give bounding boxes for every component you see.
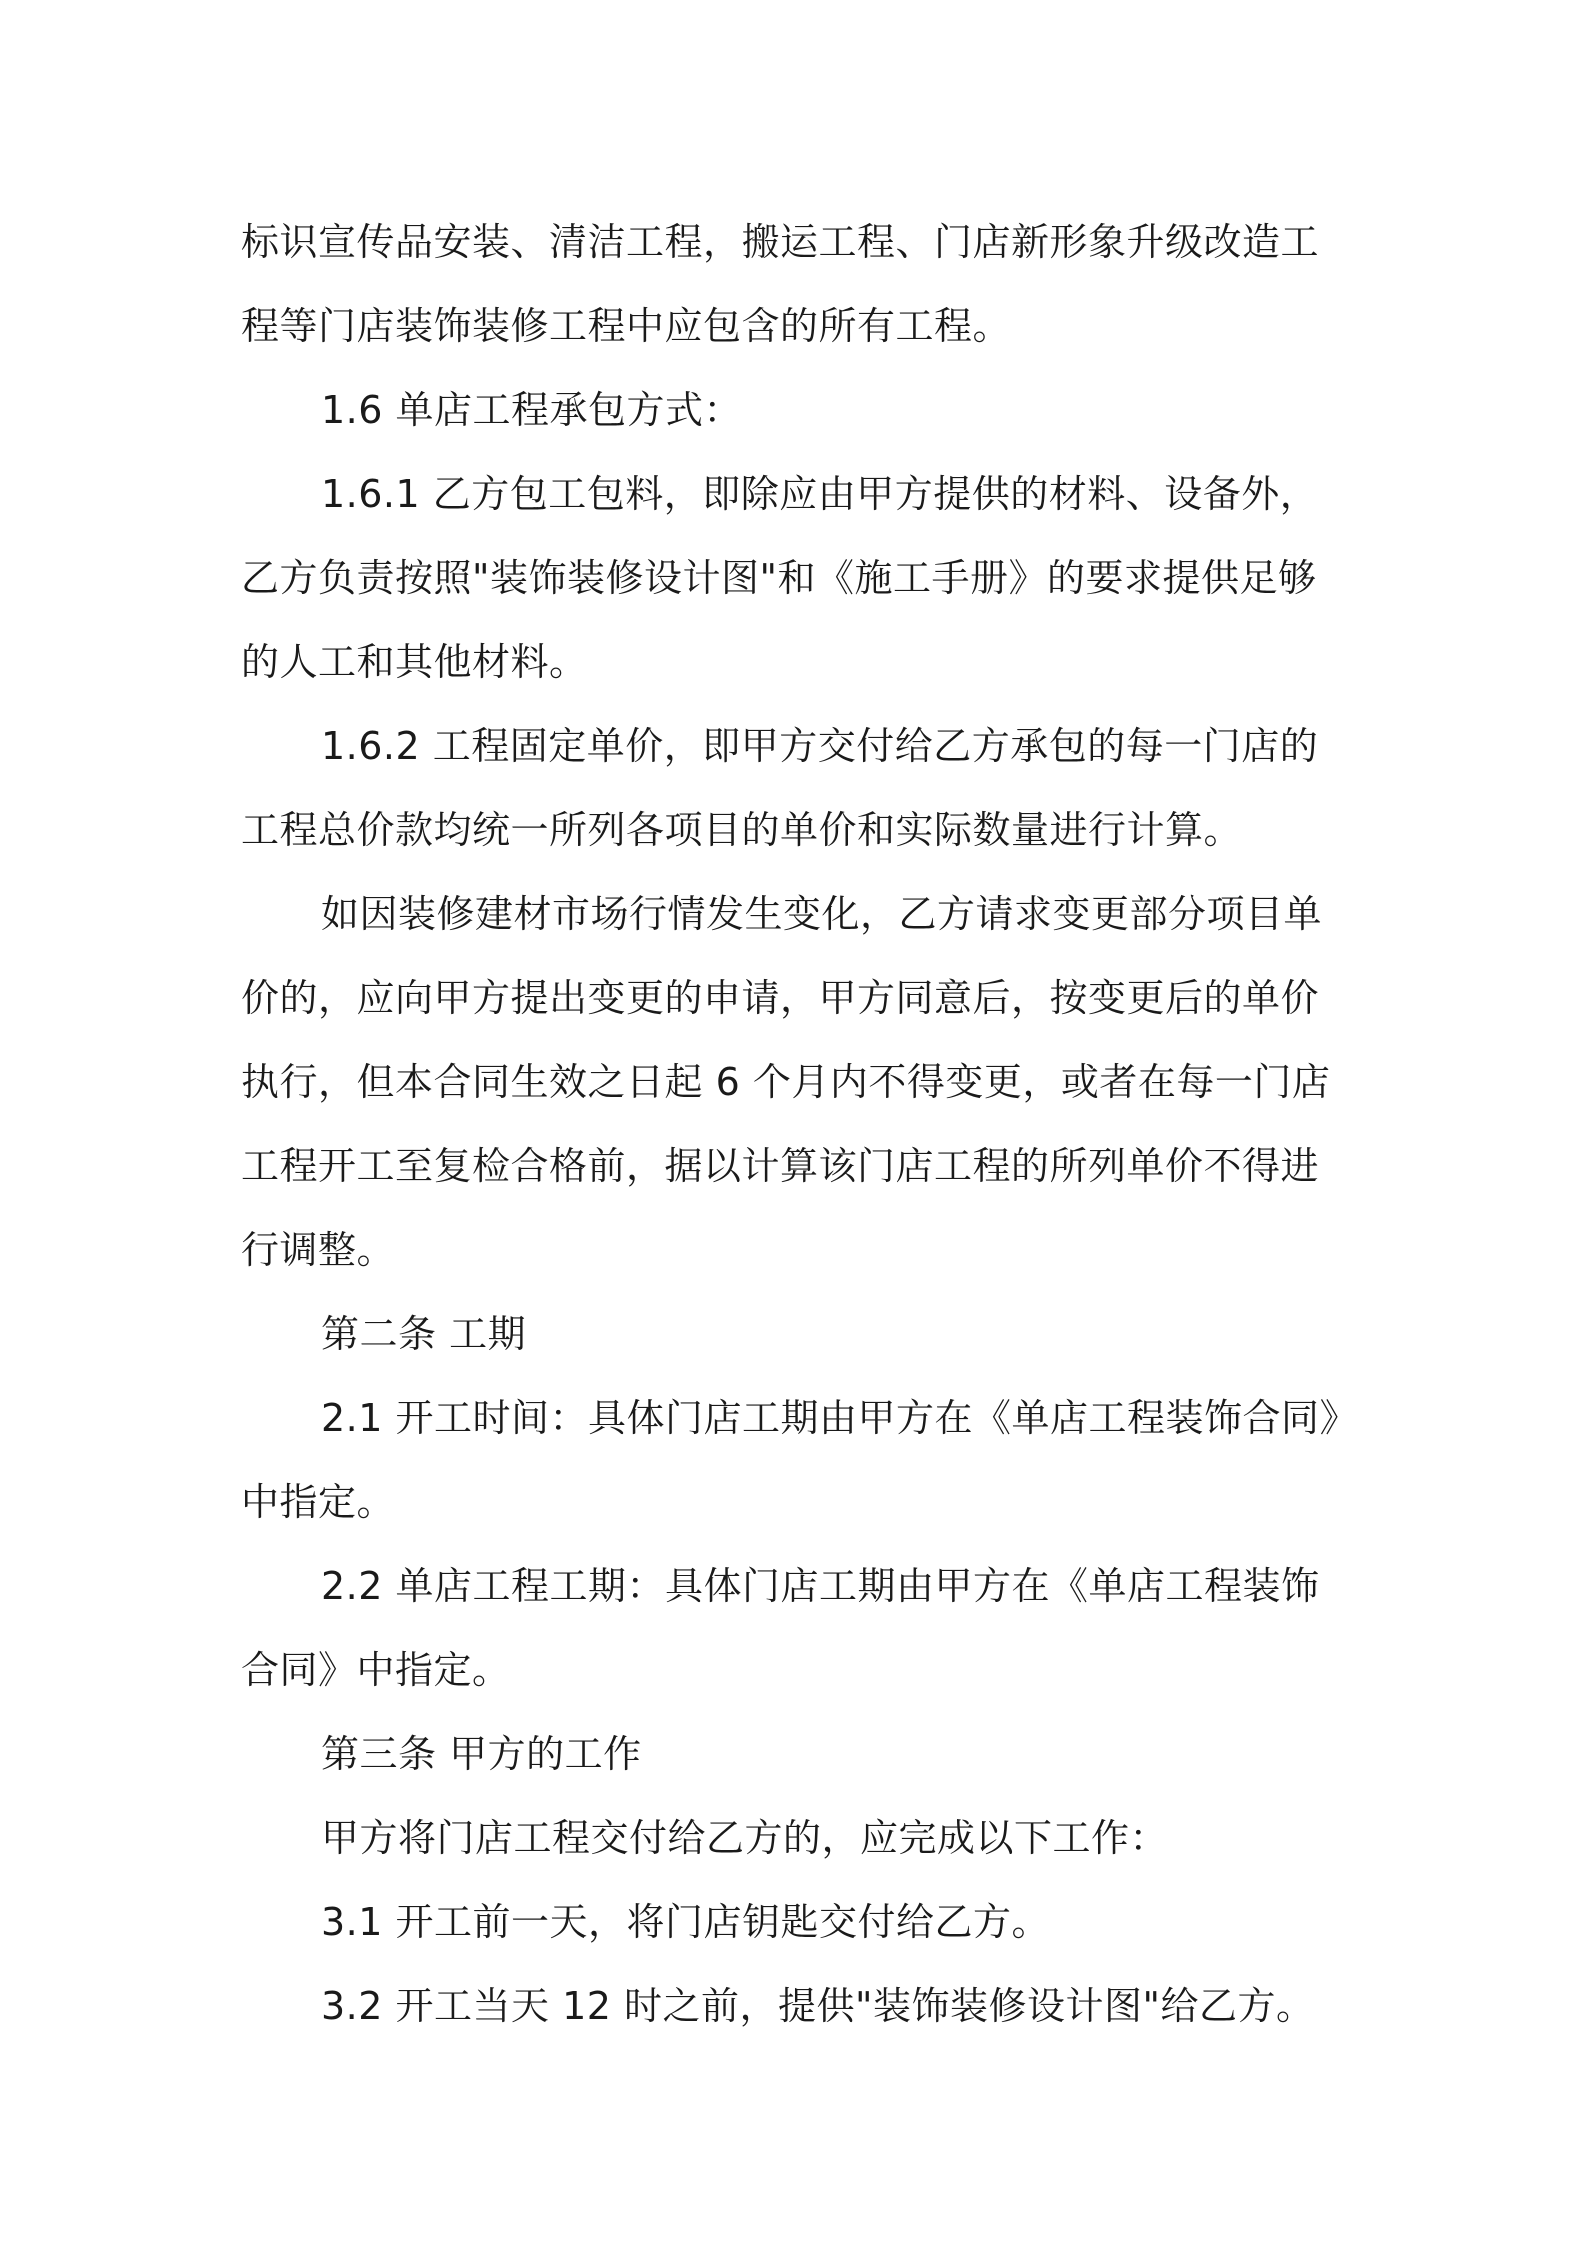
clause-3-1 bbox=[241, 1880, 1361, 1964]
text-line: 工程开工至复检合格前，据以计算该门店工程的所列单价不得进 bbox=[241, 1144, 1320, 1188]
text-line: 执行，但本合同生效之日起 6 个月内不得变更，或者在每一门店 bbox=[241, 1060, 1331, 1104]
text-line: 2.1 开工时间：具体门店工期由甲方在《单店工程装饰合同》 bbox=[321, 1396, 1359, 1440]
text-line: 行调整。 bbox=[241, 1228, 396, 1272]
text-line: 3.2 开工当天 12 时之前，提供"装饰装修设计图"给乙方。 bbox=[321, 1984, 1315, 2028]
text-line: 第三条 甲方的工作 bbox=[321, 1732, 642, 1776]
price-change-paragraph bbox=[241, 872, 1361, 1292]
text-line: 2.2 单店工程工期：具体门店工期由甲方在《单店工程装饰 bbox=[321, 1564, 1320, 1608]
text-line: 第二条 工期 bbox=[321, 1312, 527, 1356]
document-body bbox=[241, 200, 1361, 2048]
text-line: 工程总价款均统一所列各项目的单价和实际数量进行计算。 bbox=[241, 808, 1243, 852]
article-3-intro bbox=[241, 1796, 1361, 1880]
text-line: 甲方将门店工程交付给乙方的，应完成以下工作： bbox=[321, 1816, 1169, 1860]
clause-2-2 bbox=[241, 1544, 1361, 1712]
clause-2-1 bbox=[241, 1376, 1361, 1544]
paragraph-scope-continuation bbox=[241, 200, 1361, 368]
text-line: 如因装修建材市场行情发生变化，乙方请求变更部分项目单 bbox=[321, 892, 1323, 936]
text-line: 价的，应向甲方提出变更的申请，甲方同意后，按变更后的单价 bbox=[241, 976, 1320, 1020]
clause-1-6-2 bbox=[241, 704, 1361, 872]
article-2-heading bbox=[241, 1292, 1361, 1376]
text-line: 中指定。 bbox=[241, 1480, 396, 1524]
text-line: 1.6.2 工程固定单价，即甲方交付给乙方承包的每一门店的 bbox=[321, 724, 1319, 768]
text-line: 程等门店装饰装修工程中应包含的所有工程。 bbox=[241, 304, 1012, 348]
clause-1-6-heading bbox=[241, 368, 1361, 452]
text-line: 1.6.1 乙方包工包料，即除应由甲方提供的材料、设备外， bbox=[321, 472, 1319, 516]
text-line: 合同》中指定。 bbox=[241, 1648, 511, 1692]
text-line: 3.1 开工前一天，将门店钥匙交付给乙方。 bbox=[321, 1900, 1051, 1944]
clause-1-6-1 bbox=[241, 452, 1361, 704]
text-line: 的人工和其他材料。 bbox=[241, 640, 588, 684]
article-3-heading bbox=[241, 1712, 1361, 1796]
clause-3-2 bbox=[241, 1964, 1361, 2048]
text-line: 1.6 单店工程承包方式： bbox=[321, 388, 743, 432]
text-line: 标识宣传品安装、清洁工程，搬运工程、门店新形象升级改造工 bbox=[241, 220, 1320, 264]
text-line: 乙方负责按照"装饰装修设计图"和《施工手册》的要求提供足够 bbox=[241, 556, 1317, 600]
